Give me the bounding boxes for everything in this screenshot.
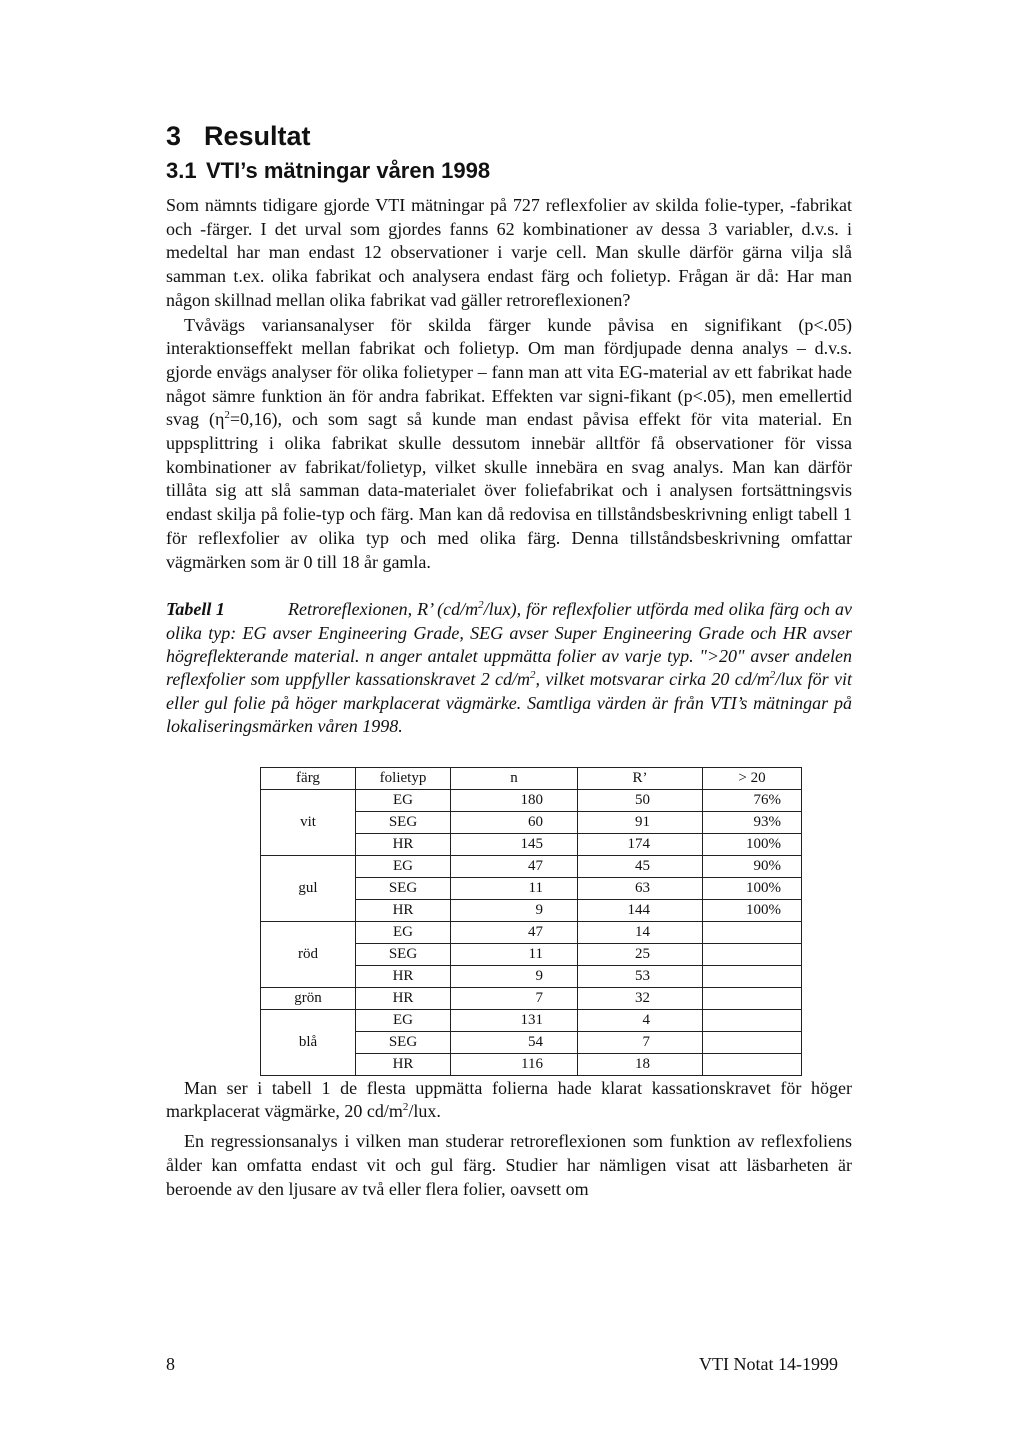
cell-n: 11 (451, 943, 578, 965)
paragraph-summary-sup: 2 (402, 1101, 409, 1114)
paragraph-analysis-part1: Tvåvägs variansanalyser för skilda färger kunde påvisa en signifikant (p<.05) interaktionseffekt mellan fabrikat och folietyp. Om man fördjupade denna analys – d.v.s. gjorde envägs analyser för olika folietyper – fann man att vita EG-material av ett fabrikat hade något sämre funktion än för andra fabrikat. Effekten var signi-fikant (p<.05), men emellertid svag (η (166, 314, 852, 430)
table-caption-label: Tabell 1 (166, 599, 225, 620)
caption-part3: , vilket motsvarar cirka 20 cd/m (535, 669, 770, 690)
paragraph-regression: En regressionsanalys i vilken man studerar retroreflexionen som funktion av reflexfoliens ålder kan omfatta endast vit och gul färg. Studier har nämligen visat att läsbarheten är beroende av den ljusare av två eller flera folier, oavsett om (166, 1131, 852, 1199)
table-row (261, 921, 802, 943)
cell-r: 91 (578, 811, 703, 833)
cell-r: 144 (578, 899, 703, 921)
cell-color: blå (261, 1009, 356, 1075)
caption-part1: Retroreflexionen, R’ (cd/m (288, 599, 479, 620)
document-page (166, 118, 852, 1201)
cell-foil-type: SEG (356, 877, 451, 899)
paragraph-summary-part1: Man ser i tabell 1 de flesta uppmätta folierna hade klarat kassationskravet för höger markplacerat vägmärke, 20 cd/m (166, 1077, 852, 1122)
cell-color: grön (261, 987, 356, 1009)
cell-n: 54 (451, 1031, 578, 1053)
cell-above-20: 100% (703, 833, 802, 855)
section-heading (166, 118, 852, 154)
paragraph-summary (166, 1077, 852, 1124)
cell-foil-type: SEG (356, 1031, 451, 1053)
caption-sup3: 2 (769, 669, 776, 682)
subsection-number: 3.1 (166, 158, 197, 183)
paragraph-analysis-part2: =0,16), och som sagt så kunde man endast påvisa effekt för vita material. En uppsplittring i olika fabrikat skulle dessutom innebär alltför få observationer för vissa kombinationer av fabrikat/folietyp, vilket skulle innebära en svag analys. Man kan därför tillåta sig att slå samman data-materialet över foliefabrikat och i analysen fortsättningsvis endast skilja på folie-typ och färg. Man kan då redovisa en tillståndsbeskrivning enligt tabell 1 för reflexfolier av olika typ och med olika färg. Denna tillståndsbeskrivning omfattar vägmärken som är 0 till 18 år gamla. (166, 409, 852, 572)
cell-n: 180 (451, 789, 578, 811)
cell-n: 145 (451, 833, 578, 855)
cell-r: 174 (578, 833, 703, 855)
table-caption (166, 598, 852, 738)
table-body (261, 789, 802, 1075)
retroreflection-table (260, 767, 802, 1076)
cell-n: 9 (451, 899, 578, 921)
header-r: R’ (578, 767, 703, 789)
cell-above-20 (703, 943, 802, 965)
cell-r: 18 (578, 1053, 703, 1075)
cell-above-20 (703, 965, 802, 987)
cell-r: 63 (578, 877, 703, 899)
subsection-title: VTI’s mätningar våren 1998 (206, 158, 491, 183)
header-foil-type: folietyp (356, 767, 451, 789)
cell-above-20: 90% (703, 855, 802, 877)
paragraph-summary-part2: /lux. (408, 1101, 441, 1122)
section-number: 3 (166, 121, 182, 151)
cell-n: 47 (451, 921, 578, 943)
cell-r: 4 (578, 1009, 703, 1031)
cell-foil-type: EG (356, 789, 451, 811)
caption-sup1: 2 (478, 599, 484, 612)
cell-n: 116 (451, 1053, 578, 1075)
table-header-row (261, 767, 802, 789)
table-row (261, 987, 802, 1009)
cell-foil-type: SEG (356, 943, 451, 965)
cell-r: 32 (578, 987, 703, 1009)
subsection-heading (166, 154, 852, 188)
cell-above-20: 76% (703, 789, 802, 811)
cell-r: 25 (578, 943, 703, 965)
cell-foil-type: SEG (356, 811, 451, 833)
cell-above-20: 100% (703, 899, 802, 921)
cell-color: röd (261, 921, 356, 987)
cell-r: 50 (578, 789, 703, 811)
header-color: färg (261, 767, 356, 789)
cell-above-20 (703, 987, 802, 1009)
cell-foil-type: EG (356, 1009, 451, 1031)
cell-r: 45 (578, 855, 703, 877)
paragraph-intro: Som nämnts tidigare gjorde VTI mätningar på 727 reflexfolier av skilda folie-typer, -fabrikat och -färger. I det urval som gjordes fanns 62 kombinationer av dessa 3 variabler, d.v.s. i medeltal har man endast 12 observationer i varje cell. Man skulle därför gärna vilja slå samman t.ex. olika fabrikat och analysera endast färg och folietyp. Frågan är då: Har man någon skillnad mellan olika fabrikat vad gäller retroreflexionen? (166, 195, 852, 310)
table-row (261, 1009, 802, 1031)
cell-foil-type: EG (356, 921, 451, 943)
paragraph-analysis (166, 314, 852, 575)
cell-above-20 (703, 1009, 802, 1031)
cell-above-20 (703, 921, 802, 943)
cell-foil-type: HR (356, 899, 451, 921)
cell-r: 53 (578, 965, 703, 987)
header-above-20: > 20 (703, 767, 802, 789)
caption-sup2: 2 (530, 669, 536, 682)
table-row (261, 855, 802, 877)
cell-color: vit (261, 789, 356, 855)
cell-foil-type: EG (356, 855, 451, 877)
cell-foil-type: HR (356, 833, 451, 855)
page-number: 8 (166, 1354, 175, 1374)
cell-n: 60 (451, 811, 578, 833)
cell-n: 47 (451, 855, 578, 877)
cell-r: 14 (578, 921, 703, 943)
report-series: VTI Notat 14-1999 (699, 1354, 838, 1374)
cell-n: 7 (451, 987, 578, 1009)
caption-part2: /lux), för reflexfolier utförda med olika färg och av olika typ: EG avser Engineering Grade, SEG avser Super Engineering Grade och HR avser högreflekterande material. n anger antalet uppmätta folier av varje typ. ">20" avser andelen reflexfolier som uppfyller kassationskravet 2 cd/m (166, 599, 852, 690)
section-title: Resultat (204, 121, 311, 151)
cell-n: 11 (451, 877, 578, 899)
cell-n: 9 (451, 965, 578, 987)
cell-color: gul (261, 855, 356, 921)
cell-foil-type: HR (356, 965, 451, 987)
cell-above-20: 100% (703, 877, 802, 899)
cell-n: 131 (451, 1009, 578, 1031)
cell-r: 7 (578, 1031, 703, 1053)
cell-foil-type: HR (356, 987, 451, 1009)
cell-above-20 (703, 1053, 802, 1075)
cell-above-20: 93% (703, 811, 802, 833)
eta-exponent: 2 (224, 409, 230, 422)
table-row (261, 789, 802, 811)
cell-foil-type: HR (356, 1053, 451, 1075)
header-n: n (451, 767, 578, 789)
caption-part4: /lux för vit eller gul folie på höger markplacerat vägmärke. Samtliga värden är från VTI’s mätningar på lokaliseringsmärken våren 1998. (166, 669, 852, 737)
cell-above-20 (703, 1031, 802, 1053)
